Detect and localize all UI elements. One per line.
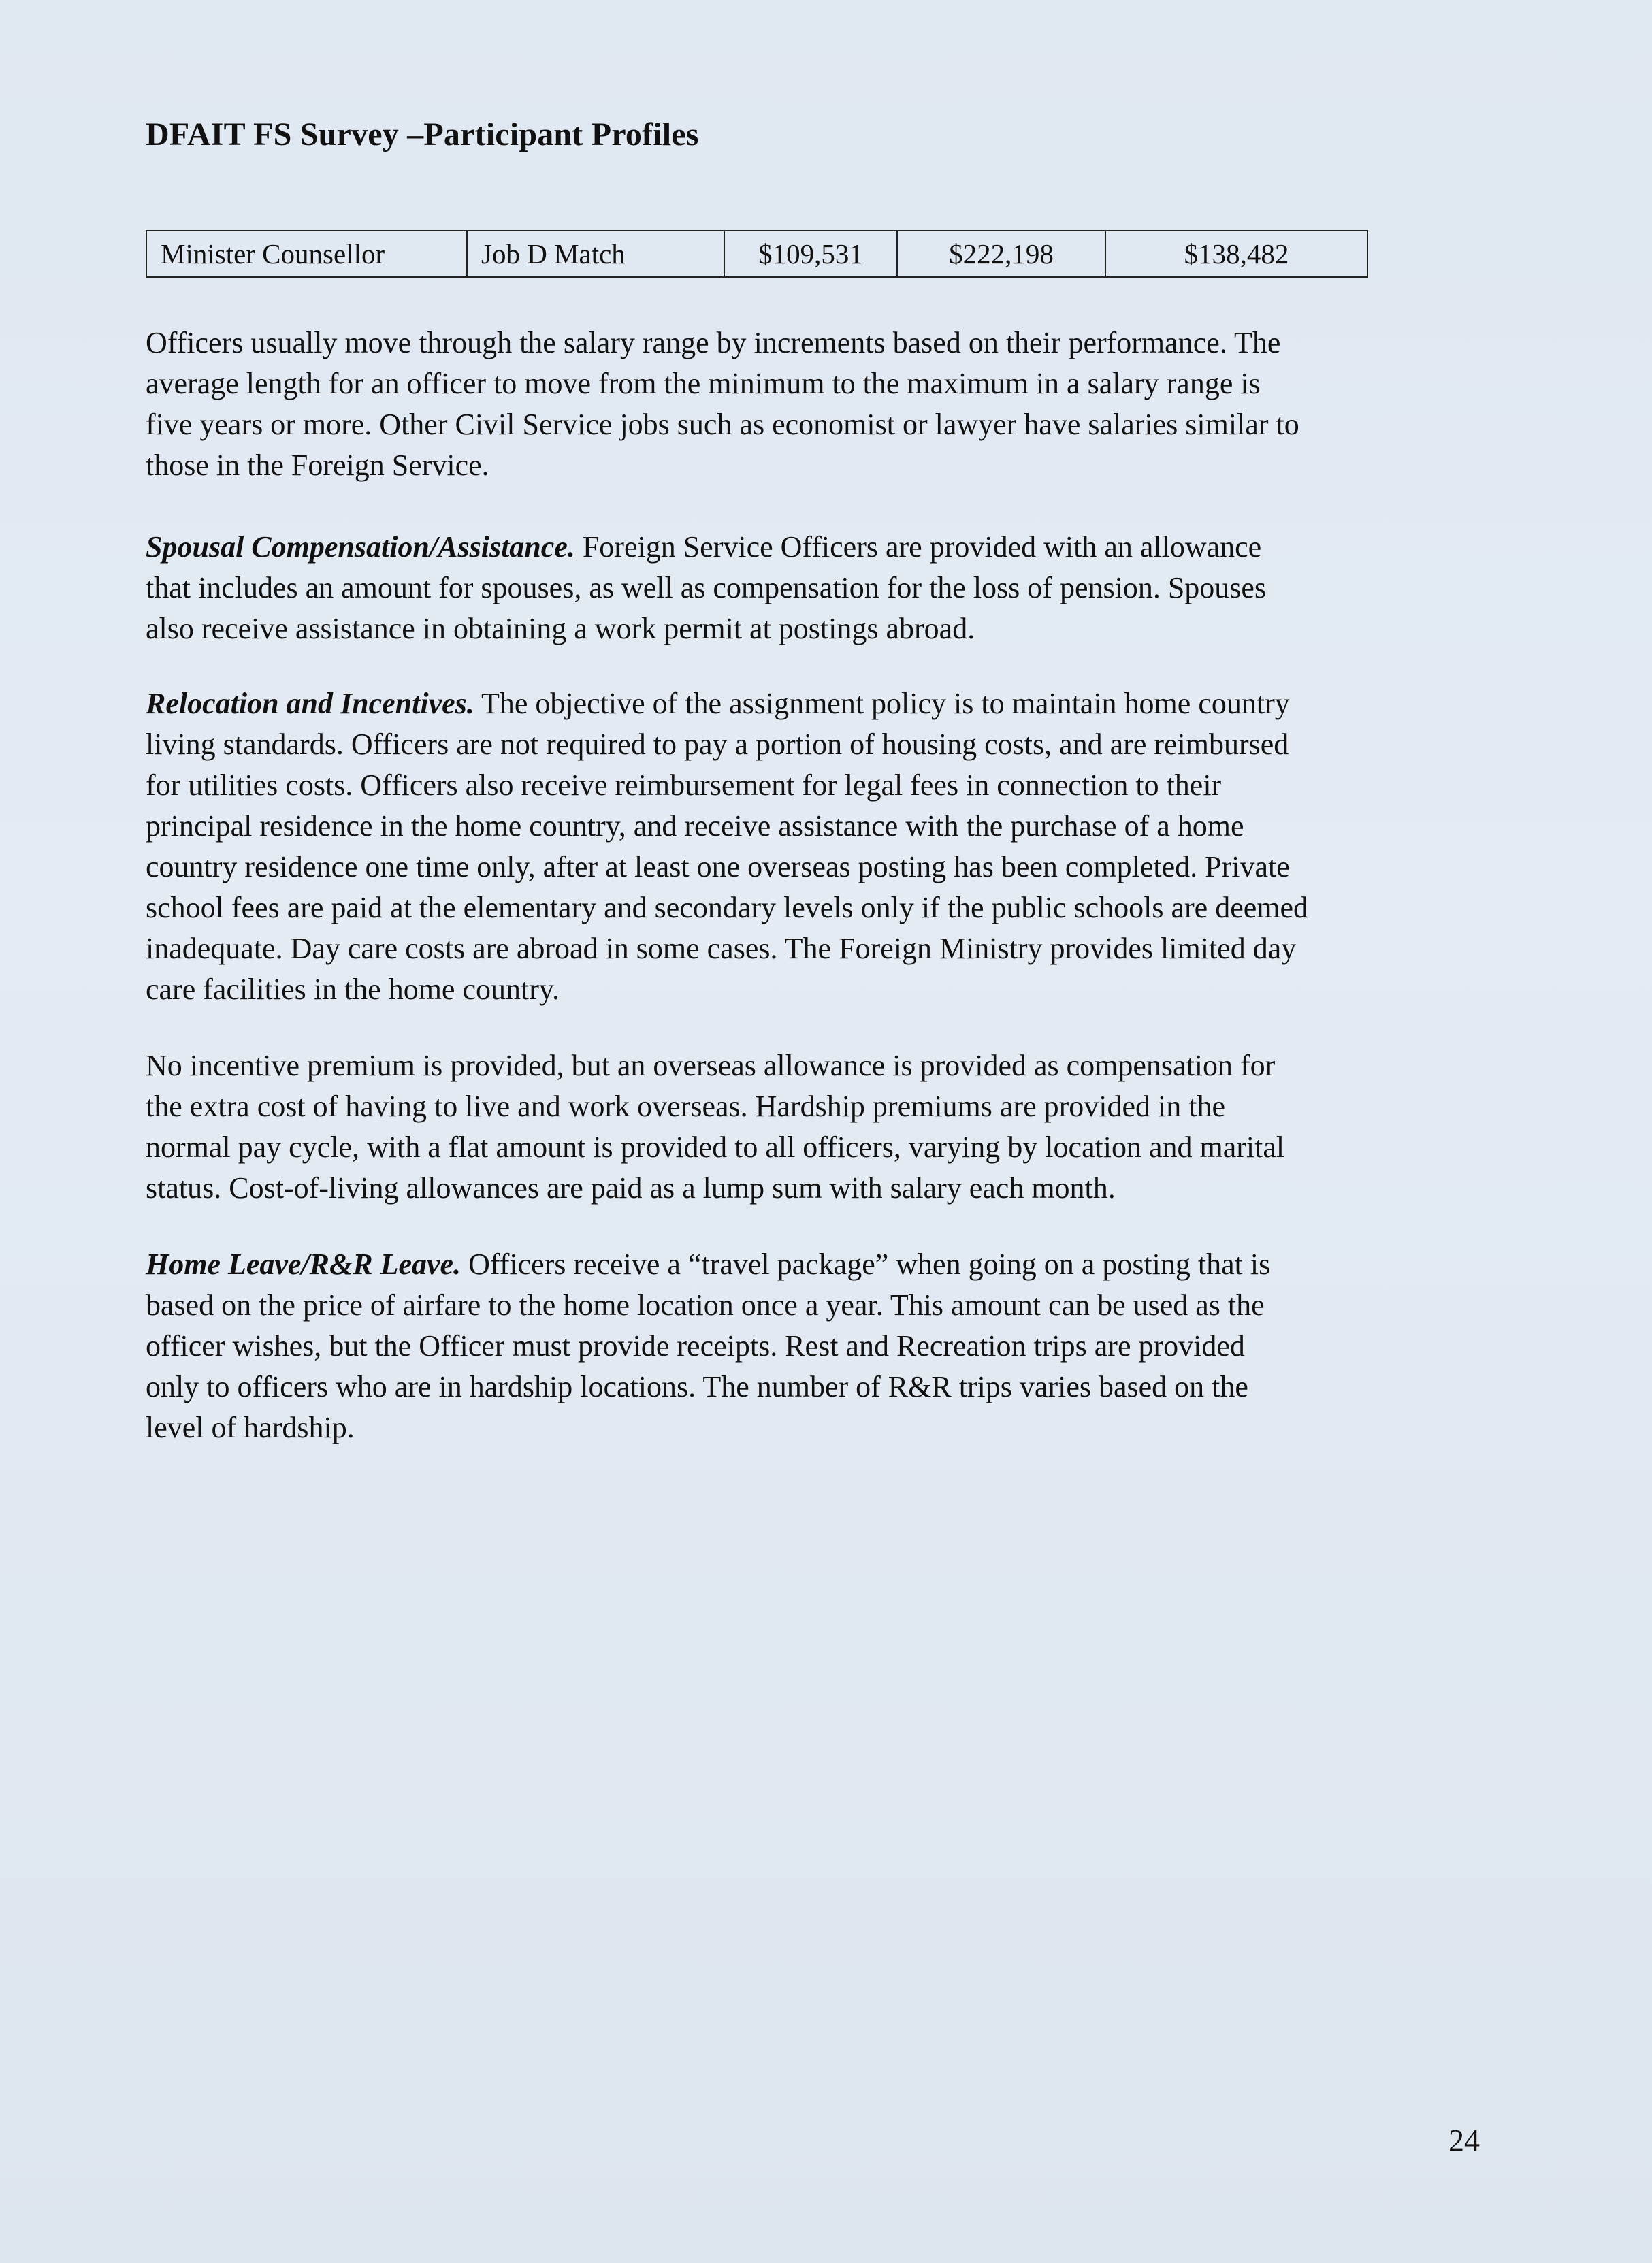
section-label: Relocation and Incentives. <box>146 687 474 720</box>
text-line: officer wishes, but the Officer must provide receipts. Rest and Recreation trips are provided <box>146 1329 1245 1363</box>
text-line: based on the price of airfare to the home location once a year. This amount can be used as the <box>146 1288 1265 1322</box>
text-line: status. Cost-of-living allowances are paid as a lump sum with salary each month. <box>146 1171 1116 1205</box>
section-label: Spousal Compensation/Assistance. <box>146 530 575 564</box>
compensation-table <box>146 230 1368 278</box>
text-line-rest: Foreign Service Officers are provided with an allowance <box>582 530 1262 564</box>
text-line: principal residence in the home country, and receive assistance with the purchase of a home <box>146 809 1244 843</box>
table-cell-minimum: $109,531 <box>724 231 897 277</box>
paragraph-relocation-incentives <box>146 683 1521 1010</box>
text-line: country residence one time only, after at least one overseas posting has been completed. Private <box>146 850 1290 883</box>
page-number: 24 <box>1448 2123 1480 2158</box>
text-line: that includes an amount for spouses, as well as compensation for the loss of pension. Spouses <box>146 571 1267 604</box>
table-cell-job-match: Job D Match <box>467 231 724 277</box>
paragraph-salary-range <box>146 323 1521 486</box>
paragraph-spousal-compensation <box>146 527 1521 649</box>
table-cell-average-actual: $138,482 <box>1105 231 1367 277</box>
paragraph-incentive-premium <box>146 1045 1521 1209</box>
text-line: No incentive premium is provided, but an overseas allowance is provided as compensation for <box>146 1049 1276 1082</box>
section-label: Home Leave/R&R Leave. <box>146 1248 461 1281</box>
text-line: those in the Foreign Service. <box>146 449 489 482</box>
text-line-rest: The objective of the assignment policy is to maintain home country <box>481 687 1290 720</box>
text-line: five years or more. Other Civil Service jobs such as economist or lawyer have salaries similar to <box>146 408 1299 441</box>
table-cell-title: Minister Counsellor <box>146 231 467 277</box>
text-line: for utilities costs. Officers also receive reimbursement for legal fees in connection to their <box>146 768 1222 802</box>
text-line: care facilities in the home country. <box>146 973 560 1006</box>
text-line: only to officers who are in hardship locations. The number of R&R trips varies based on the <box>146 1370 1248 1403</box>
table-cell-maximum: $222,198 <box>897 231 1105 277</box>
text-line: also receive assistance in obtaining a work permit at postings abroad. <box>146 612 975 645</box>
text-line: school fees are paid at the elementary and secondary levels only if the public schools are deemed <box>146 891 1309 924</box>
text-line-rest: Officers receive a “travel package” when going on a posting that is <box>468 1248 1271 1281</box>
table-row <box>146 231 1367 277</box>
text-line <box>146 527 1521 568</box>
text-line <box>146 1244 1521 1285</box>
text-line: the extra cost of having to live and work overseas. Hardship premiums are provided in the <box>146 1090 1225 1123</box>
text-line <box>146 683 1521 724</box>
text-line: living standards. Officers are not required to pay a portion of housing costs, and are reimbursed <box>146 728 1289 761</box>
text-line: inadequate. Day care costs are abroad in some cases. The Foreign Ministry provides limited day <box>146 932 1297 965</box>
page-title: DFAIT FS Survey –Participant Profiles <box>146 116 699 152</box>
text-line: normal pay cycle, with a flat amount is provided to all officers, varying by location and marital <box>146 1130 1285 1164</box>
text-line: Officers usually move through the salary range by increments based on their performance. The <box>146 326 1281 359</box>
paragraph-home-leave <box>146 1244 1521 1448</box>
text-line: average length for an officer to move from the minimum to the maximum in a salary range is <box>146 367 1261 400</box>
text-line: level of hardship. <box>146 1411 355 1444</box>
